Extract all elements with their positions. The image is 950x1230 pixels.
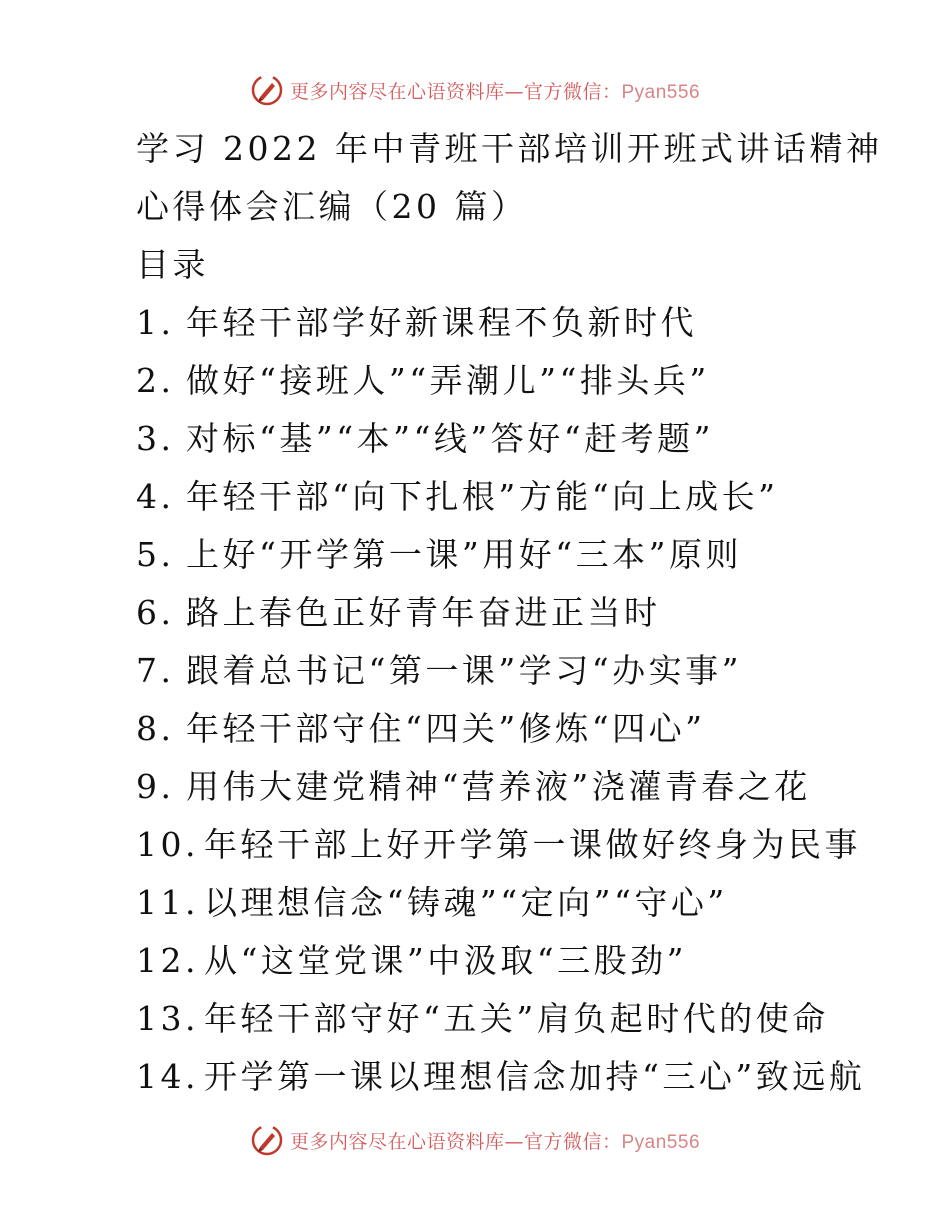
watermark-wechat-id: Pyan556 — [621, 81, 701, 103]
toc-item-number: 9. — [136, 767, 175, 806]
toc-item — [136, 410, 896, 468]
toc-item — [136, 932, 896, 990]
toc-item-title: 年轻干部“向下扎根”方能“向上成长” — [186, 477, 779, 516]
document-body — [136, 120, 896, 1106]
toc-item — [136, 758, 896, 816]
toc-item-title: 开学第一课以理想信念加持“三心”致远航 — [204, 1057, 866, 1096]
toc-item — [136, 816, 896, 874]
toc-heading: 目录 — [136, 245, 209, 284]
toc-item-number: 6. — [136, 593, 175, 632]
watermark-group — [250, 73, 700, 107]
watermark-group — [250, 1123, 700, 1157]
toc-item — [136, 642, 896, 700]
toc-list — [136, 294, 896, 1106]
toc-item-title: 对标“基”“本”“线”答好“赶考题” — [186, 419, 714, 458]
toc-item — [136, 584, 896, 642]
pen-logo-icon — [250, 1123, 284, 1157]
toc-item-number: 5. — [136, 535, 175, 574]
toc-item-title: 从“这堂党课”中汲取“三股劲” — [204, 941, 687, 980]
toc-item-number: 13. — [136, 999, 199, 1038]
footer-watermark — [0, 1120, 950, 1160]
toc-item-number: 8. — [136, 709, 175, 748]
toc-item-number: 14. — [136, 1057, 199, 1096]
toc-item-title: 做好“接班人”“弄潮儿”“排头兵” — [186, 361, 710, 400]
toc-item-number: 10. — [136, 825, 199, 864]
toc-item-number: 11. — [136, 883, 199, 922]
toc-item — [136, 700, 896, 758]
toc-item-title: 年轻干部学好新课程不负新时代 — [186, 303, 697, 342]
toc-item — [136, 526, 896, 584]
toc-item-title: 年轻干部守住“四关”修炼“四心” — [186, 709, 706, 748]
toc-item-title: 上好“开学第一课”用好“三本”原则 — [186, 535, 742, 574]
toc-item-title: 路上春色正好青年奋进正当时 — [186, 593, 661, 632]
document-title-line-1: 学习 2022 年中青班干部培训开班式讲话精神 — [136, 129, 883, 168]
toc-item — [136, 468, 896, 526]
watermark-text: 更多内容尽在心语资料库—官方微信：Pyan556 — [289, 1130, 701, 1153]
toc-item — [136, 1048, 896, 1106]
document-title-line-2: 心得体会汇编（20 篇） — [136, 187, 528, 226]
toc-item-title: 年轻干部守好“五关”肩负起时代的使命 — [204, 999, 829, 1038]
toc-item — [136, 294, 896, 352]
watermark-wechat-id: Pyan556 — [621, 1131, 701, 1153]
watermark-text: 更多内容尽在心语资料库—官方微信：Pyan556 — [289, 80, 701, 103]
pen-logo-icon — [250, 73, 284, 107]
toc-item-number: 1. — [136, 303, 175, 342]
toc-item-title: 年轻干部上好开学第一课做好终身为民事 — [204, 825, 861, 864]
toc-item — [136, 352, 896, 410]
toc-item-title: 跟着总书记“第一课”学习“办实事” — [186, 651, 742, 690]
toc-item-number: 12. — [136, 941, 199, 980]
toc-item — [136, 990, 896, 1048]
toc-item — [136, 874, 896, 932]
toc-item-title: 以理想信念“铸魂”“定向”“守心” — [204, 883, 728, 922]
toc-item-number: 3. — [136, 419, 175, 458]
toc-item-number: 4. — [136, 477, 175, 516]
toc-item-title: 用伟大建党精神“营养液”浇灌青春之花 — [186, 767, 811, 806]
header-watermark — [0, 70, 950, 110]
toc-item-number: 2. — [136, 361, 175, 400]
toc-item-number: 7. — [136, 651, 175, 690]
